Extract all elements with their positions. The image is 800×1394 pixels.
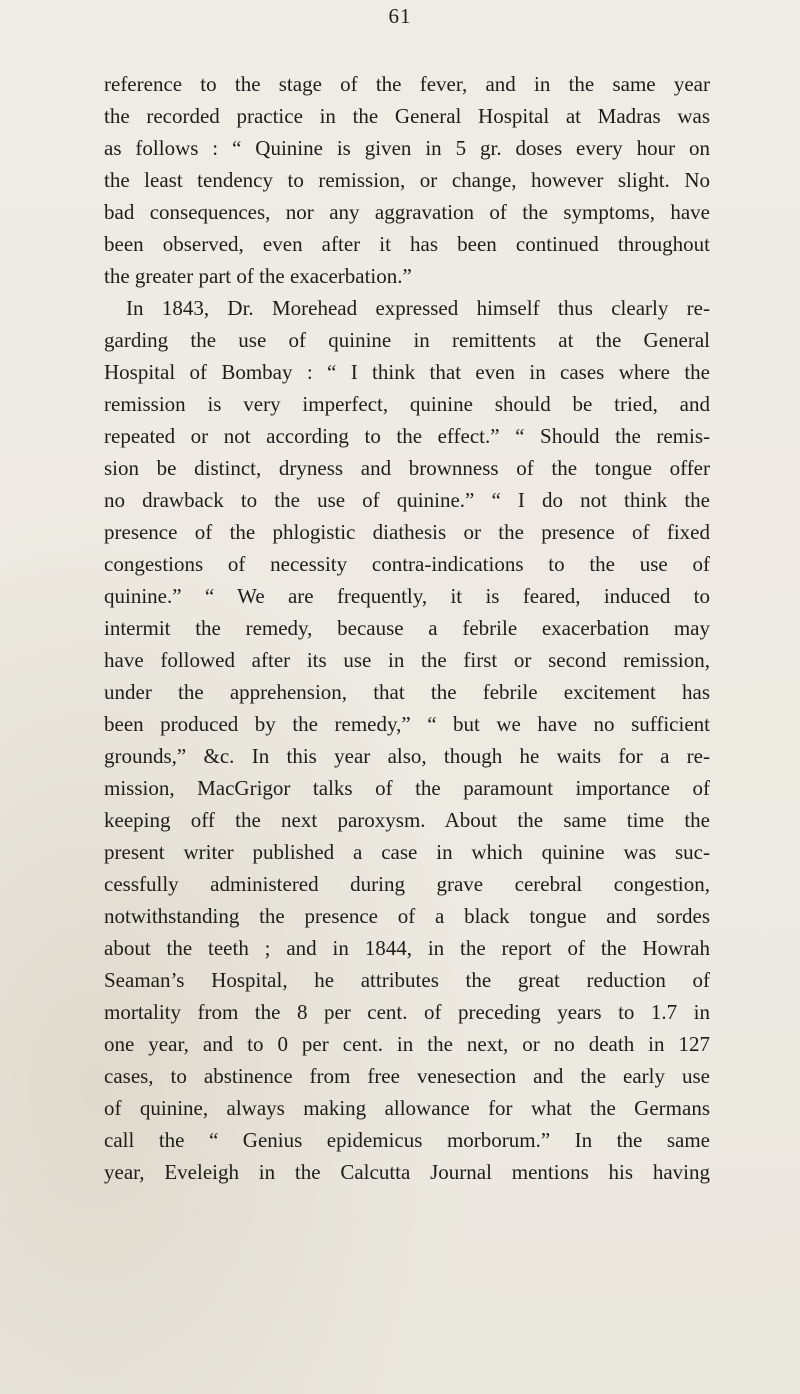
text-line: present writer published a case in which quinine was suc- (104, 840, 710, 864)
text-line: cases, to abstinence from free venesection and the early use (104, 1064, 710, 1088)
text-line: the greater part of the exacerbation.” (104, 264, 412, 288)
text-line: cessfully administered during grave cerebral congestion, (104, 872, 710, 896)
text-line: been produced by the remedy,” “ but we have no sufficient (104, 712, 710, 736)
text-line: the recorded practice in the General Hospital at Madras was (104, 104, 710, 128)
text-line: under the apprehension, that the febrile excitement has (104, 680, 710, 704)
text-line: repeated or not according to the effect.” “ Should the remis- (104, 424, 710, 448)
text-line: congestions of necessity contra-indications to the use of (104, 552, 710, 576)
text-line: about the teeth ; and in 1844, in the report of the Howrah (104, 936, 710, 960)
text-line: keeping off the next paroxysm. About the same time the (104, 808, 710, 832)
text-line: year, Eveleigh in the Calcutta Journal mentions his having (104, 1160, 710, 1184)
text-line: bad consequences, nor any aggravation of the symptoms, have (104, 200, 710, 224)
text-line: been observed, even after it has been continued throughout (104, 232, 710, 256)
text-line: have followed after its use in the first or second remission, (104, 648, 710, 672)
text-line: Seaman’s Hospital, he attributes the great reduction of (104, 968, 710, 992)
text-line: the least tendency to remission, or change, however slight. No (104, 168, 710, 192)
body-text (104, 68, 710, 1188)
text-line: of quinine, always making allowance for what the Germans (104, 1096, 710, 1120)
text-line: grounds,” &c. In this year also, though he waits for a re- (104, 744, 710, 768)
text-line: mortality from the 8 per cent. of preceding years to 1.7 in (104, 1000, 710, 1024)
text-line: Hospital of Bombay : “ I think that even in cases where the (104, 360, 710, 384)
text-line: presence of the phlogistic diathesis or the presence of fixed (104, 520, 710, 544)
text-line: call the “ Genius epidemicus morborum.” In the same (104, 1128, 710, 1152)
text-line: reference to the stage of the fever, and in the same year (104, 72, 710, 96)
text-line: one year, and to 0 per cent. in the next, or no death in 127 (104, 1032, 710, 1056)
text-line: sion be distinct, dryness and brownness of the tongue offer (104, 456, 710, 480)
text-line: intermit the remedy, because a febrile exacerbation may (104, 616, 710, 640)
text-line: remission is very imperfect, quinine should be tried, and (104, 392, 710, 416)
text-line: as follows : “ Quinine is given in 5 gr. doses every hour on (104, 136, 710, 160)
text-line: quinine.” “ We are frequently, it is feared, induced to (104, 584, 710, 608)
page-number: 61 (388, 4, 412, 28)
text-line: no drawback to the use of quinine.” “ I do not think the (104, 488, 710, 512)
text-line: notwithstanding the presence of a black tongue and sordes (104, 904, 710, 928)
text-line: garding the use of quinine in remittents at the General (104, 328, 710, 352)
text-line: mission, MacGrigor talks of the paramount importance of (104, 776, 710, 800)
text-line: In 1843, Dr. Morehead expressed himself thus clearly re- (126, 296, 710, 320)
